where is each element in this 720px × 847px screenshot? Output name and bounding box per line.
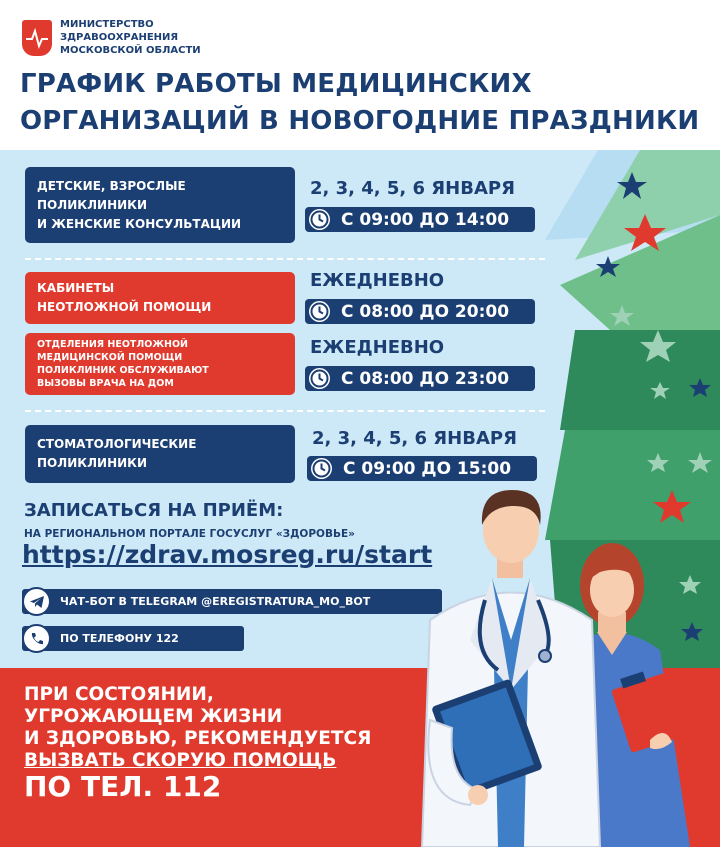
schedule-days-urgent-care: ЕЖЕДНЕВНО: [310, 270, 445, 291]
telegram-text: ЧАТ-БОТ В TELEGRAM @EREGISTRATURA_MO_BOT: [60, 595, 371, 608]
phone-number: 122: [155, 632, 179, 645]
schedule-days-home-visits: ЕЖЕДНЕВНО: [310, 337, 445, 358]
hours-text: С 09:00 ДО 15:00: [343, 458, 512, 479]
emergency-line: ПРИ СОСТОЯНИИ,: [24, 684, 214, 705]
schedule-days-clinics: 2, 3, 4, 5, 6 ЯНВАРЯ: [310, 178, 515, 199]
emergency-call-ambulance: ВЫЗВАТЬ СКОРУЮ ПОМОЩЬ: [24, 750, 337, 771]
hours-text: С 08:00 ДО 20:00: [341, 301, 510, 322]
emergency-line: УГРОЖАЮЩЕМ ЖИЗНИ: [24, 706, 283, 727]
signup-title: ЗАПИСАТЬСЯ НА ПРИЁМ:: [24, 500, 284, 521]
page-title: ГРАФИК РАБОТЫ МЕДИЦИНСКИХ ОРГАНИЗАЦИЙ В НОВОГОДНИЕ ПРАЗДНИКИ: [20, 69, 700, 136]
schedule-days-dental: 2, 3, 4, 5, 6 ЯНВАРЯ: [312, 428, 517, 449]
emergency-phone[interactable]: ПО ТЕЛ. 112: [24, 770, 222, 803]
schedule-label-urgent-care: КАБИНЕТЫ НЕОТЛОЖНОЙ ПОМОЩИ: [25, 272, 295, 324]
hours-text: С 09:00 ДО 14:00: [341, 209, 510, 230]
signup-url-link[interactable]: https://zdrav.mosreg.ru/start: [22, 540, 433, 569]
schedule-label-clinics: ДЕТСКИЕ, ВЗРОСЛЫЕ ПОЛИКЛИНИКИ И ЖЕНСКИЕ КОНСУЛЬТАЦИИ: [25, 167, 295, 243]
schedule-label-home-visits: ОТДЕЛЕНИЯ НЕОТЛОЖНОЙ МЕДИЦИНСКОЙ ПОМОЩИ ПОЛИКЛИНИК ОБСЛУЖИВАЮТ ВЫЗОВЫ ВРАЧА НА ДОМ: [25, 333, 295, 395]
emergency-line: И ЗДОРОВЬЮ, РЕКОМЕНДУЕТСЯ: [24, 728, 372, 749]
ministry-name: МИНИСТЕРСТВО ЗДРАВООХРАНЕНИЯ МОСКОВСКОЙ ОБЛАСТИ: [60, 19, 201, 56]
phone-label: ПО ТЕЛЕФОНУ: [60, 632, 153, 645]
signup-portal-text: НА РЕГИОНАЛЬНОМ ПОРТАЛЕ ГОСУСЛУГ «ЗДОРОВЬЕ»: [24, 528, 355, 540]
hours-text: С 08:00 ДО 23:00: [341, 368, 510, 389]
schedule-label-dental: СТОМАТОЛОГИЧЕСКИЕ ПОЛИКЛИНИКИ: [25, 425, 295, 483]
